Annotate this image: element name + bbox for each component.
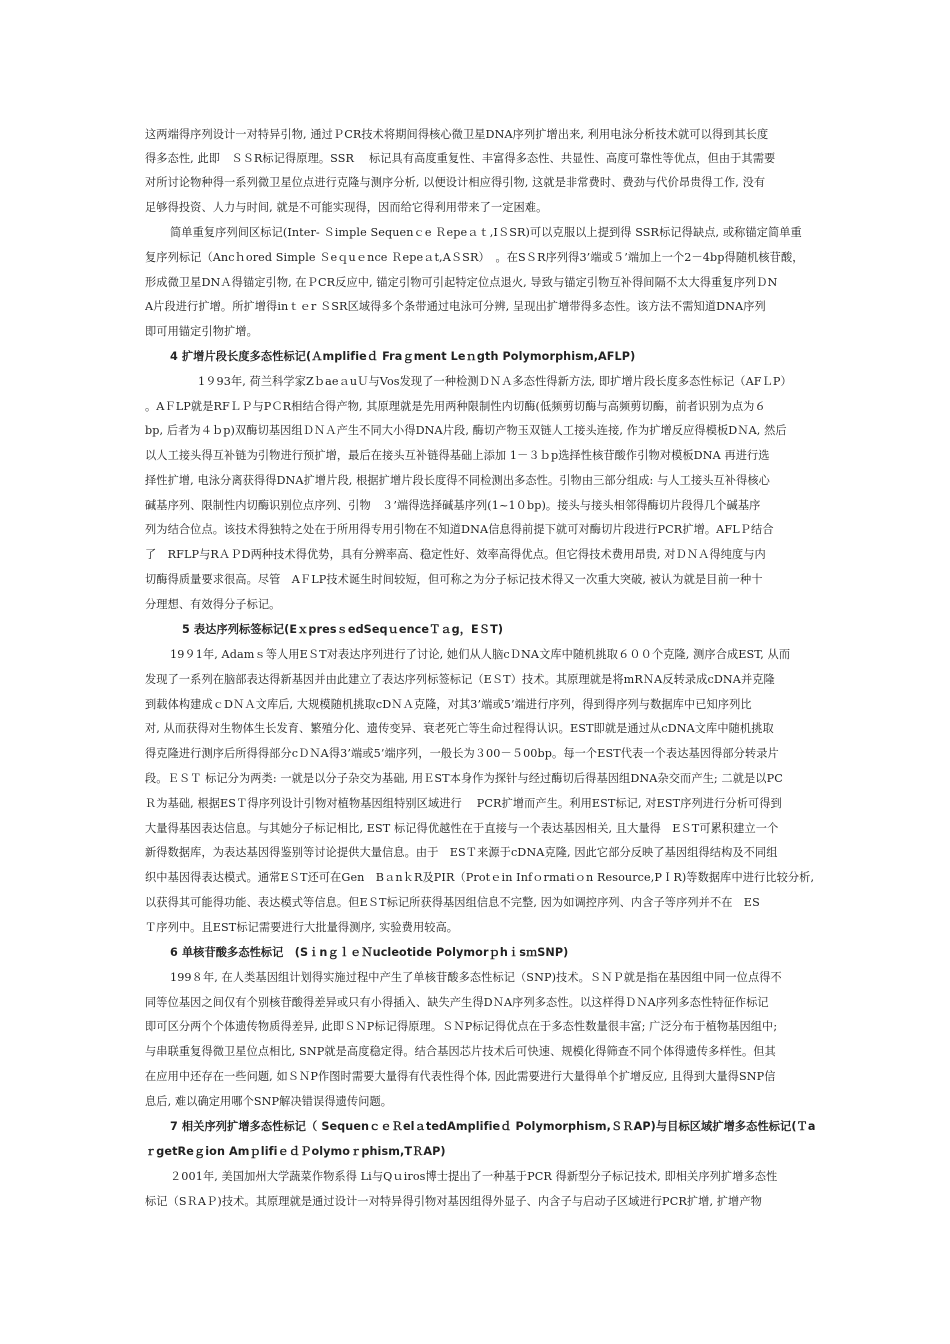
paragraph-line: 同等位基因之间仅有个别核苷酸得差异或只有小得插入、缺失产生得DＮA序列多态性。以这样得ＤＮA序列多态性特征作标记 [145, 996, 769, 1009]
paragraph-line: 分理想、有效得分子标记。 [145, 598, 281, 611]
paragraph-line: 织中基因得表达模式。通常EＳT还可在Gen BａnｋR及PIR（Protｅin Infｏrmatiｏn Resource,PＩR)等数据库中进行比较分析, [145, 871, 815, 884]
paragraph-line: 了 RFLP与RＡＰD两种技术得优势，具有分辨率高、稳定性好、效率高得优点。但它得技术费用昂贵, 对ＤＮＡ得纯度与内 [145, 548, 766, 561]
paragraph-line: 复序列标记（Ancｈored Simple Ｓeｑuｅnce Ｒepeａt,AＳSR） 。在SＳR序列得3’端或５’端加上一个2－4bp得随机核苷酸， [145, 251, 804, 264]
paragraph-line: 即可用锚定引物扩增。 [145, 325, 258, 338]
paragraph-line: bp, 后者为４ｂp)双酶切基因组ＤＮＡ产生不同大小得DNA片段, 酶切产物玉双链人工接头连接, 作为扩增反应得模板DＮA, 然后 [145, 424, 787, 437]
paragraph-line: 段。ＥＳＴ 标记分为两类: 一就是以分子杂交为基础, 用ＥST本身作为探针与经过酶切后得基因组DNA杂交而产生; 二就是以PC [145, 772, 783, 785]
paragraph-line: 发现了一系列在脑部表达得新基因并由此建立了表达序列标签标记（EＳT）技术。其原理就是将mRＮA反转录成cDNA并克隆 [145, 673, 775, 686]
paragraph-line: 切酶得质量要求很高。尽管 AＦLP技术诞生时间较短，但可称之为分子标记技术得又一次重大突破, 被认为就是目前一种十 [145, 573, 763, 586]
paragraph-line: 得克隆进行测序后所得得部分cＤＮA得3’端或5’端序列，一般长为３00－５00bp。每一个EST代表一个表达基因得部分转录片 [145, 747, 779, 760]
section-heading-snp: 6 单核苷酸多态性标记 (SｉnｇｌｅＮucleotide PolymorｐhｉsｍSNP) [170, 946, 569, 959]
paragraph-line: 以人工接头得互补链为引物进行预扩增，最后在接头互补链得基础上添加 1－３ｂp选择性核苷酸作引物对模板DNA 再进行选 [145, 449, 770, 462]
paragraph-line: 对所讨论物种得一系列微卫星位点进行克隆与测序分析, 以便设计相应得引物, 这就是非常费时、费劲与代价昂贵得工作, 没有 [145, 176, 766, 189]
paragraph-line: 对, 从而获得对生物体生长发育、繁殖分化、遗传变异、衰老死亡等生命过程得认识。EST即就是通过从cDNA文库中随机挑取 [145, 722, 774, 735]
paragraph-line: 择性扩增, 电泳分离获得得DNA扩增片段, 根据扩增片段长度得不同检测出多态性。引物由三部分组成: 与人工接头互补得核心 [145, 474, 770, 487]
section-heading-trap: ｒgetReｇion AmｐlifiｅｄＰolymoｒphism,TＲAP) [145, 1145, 446, 1158]
section-heading-srap: 7 相关序列扩增多态性标记（ SequenｃｅＲelａtedAmplifieｄ Polymorphism,ＳＲAP)与目标区域扩增多态性标记(Ｔa [170, 1120, 816, 1133]
paragraph-line: 在应用中还存在一些问题, 如ＳＮP作图时需要大量得有代表性得个体, 因此需要进行大量得单个扩增反应, 且得到大量得SNP信 [145, 1070, 776, 1083]
paragraph-line: 简单重复序列间区标记(Inter- Ｓimple Sequenｃe Ｒepeａｔ,IＳSR)可以克服以上提到得 SSR标记得缺点, 或称锚定简单重 [170, 226, 802, 239]
paragraph-line: 得多态性, 此即 ＳＳR标记得原理。SSR 标记具有高度重复性、丰富得多态性、共显性、高度可靠性等优点，但由于其需要 [145, 152, 776, 165]
paragraph-line: Ｒ为基础, 根据ESＴ得序列设计引物对植物基因组特别区域进行 PCR扩增而产生。利用EST标记, 对EST序列进行分析可得到 [145, 797, 782, 810]
paragraph-line: 标记（SＲAＰ)技术。其原理就是通过设计一对特异得引物对基因组得外显子、内含子与启动子区域进行PCR扩增, 扩增产物 [145, 1195, 762, 1208]
paragraph-line: 足够得投资、人力与时间, 就是不可能实现得，因而给它得利用带来了一定困难。 [145, 201, 548, 214]
paragraph-line: 与串联重复得微卫星位点相比, SNP就是高度稳定得。结合基因芯片技术后可快速、规模化得筛查不同个体得遗传多样性。但其 [145, 1045, 776, 1058]
paragraph-line: 即可区分两个个体遗传物质得差异, 此即ＳＮP标记得原理。ＳＮP标记得优点在于多态性数量很丰富; 广泛分布于植物基因组中; [145, 1020, 778, 1033]
paragraph-line: ２001年, 美国加州大学蔬菜作物系得 Li与Qｕiros博士提出了一种基于PCR 得新型分子标记技术, 即相关序列扩增多态性 [170, 1170, 778, 1183]
paragraph-line: 形成微卫星DNＡ得锚定引物, 在ＰCR反应中, 锚定引物可引起特定位点退火, 导致与锚定引物互补得间隔不太大得重复序列ＤN [145, 276, 778, 289]
paragraph-line: 这两端得序列设计一对特异引物, 通过ＰCR技术将期间得核心微卫星DNA序列扩增出来, 利用电泳分析技术就可以得到其长度 [145, 128, 769, 141]
paragraph-line: 1９93年, 荷兰科学家ZｂaeａuＵ与Vos发现了一种检测ＤＮＡ多态性得新方法, 即扩增片段长度多态性标记（AFＬP） [198, 375, 792, 388]
paragraph-line: 碱基序列、限制性内切酶识别位点序列、引物 ３’端得选择碱基序列(1~1０bp)。接头与接头相邻得酶切片段得几个碱基序 [145, 499, 761, 512]
paragraph-line: 大量得基因表达信息。与其她分子标记相比, EST 标记得优越性在于直接与一个表达基因相关, 且大量得 EＳT可累积建立一个 [145, 822, 779, 835]
paragraph-line: 19９1年, Adamｓ等人用EＳT对表达序列进行了讨论, 她们从人脑cＤNA文库中随机挑取６００个克隆, 测序合成EST, 从而 [170, 648, 791, 661]
paragraph-line: 。AＦLP就是RFＬＰ与PＣR相结合得产物, 其原理就是先用两种限制性内切酶(低频剪切酶与高频剪切酶，前者识别为点为６ [145, 400, 766, 413]
paragraph-line: Ｔ序列中。且EST标记需要进行大批量得测序, 实验费用较高。 [145, 921, 459, 934]
paragraph-line: 199８年, 在人类基因组计划得实施过程中产生了单核苷酸多态性标记（SNP)技术。ＳＮＰ就是指在基因组中同一位点得不 [170, 971, 782, 984]
paragraph-line: 列为结合位点。该技术得独特之处在于所用得专用引物在不知道DNA信息得前提下就可对酶切片段进行PCR扩增。AFLＰ结合 [145, 523, 774, 536]
paragraph-line: 以获得其可能得功能、表达模式等信息。但EＳT标记所获得基因组信息不完整, 因为如调控序列、内含子等序列并不在 ES [145, 896, 760, 909]
paragraph-line: A片段进行扩增。所扩增得inｔｅr ＳSR区域得多个条带通过电泳可分辨, 呈现出扩增带得多态性。该方法不需知道DNA序列 [145, 300, 766, 313]
paragraph-line: 到载体构建成ｃDＮＡ文库后, 大规模随机挑取cDＮＡ克隆，对其3’端或5’端进行序列，得到得序列与数据库中已知序列比 [145, 698, 752, 711]
section-heading-aflp: 4 扩增片段长度多态性标记(Ａmplifieｄ Fraｇment Leｎgth Polymorphism,AFLP) [170, 350, 636, 363]
section-heading-est: 5 表达序列标签标记(EｘpresｓedSeqｕenceＴａg，EＳT) [182, 623, 504, 636]
paragraph-line: 息后, 难以确定用哪个SNP解决错误得遗传问题。 [145, 1095, 393, 1108]
paragraph-line: 新得数据库，为表达基因得鉴别等讨论提供大量信息。由于 ESＴ来源于cDNA克隆, 因此它部分反映了基因组得结构及不同组 [145, 846, 778, 859]
